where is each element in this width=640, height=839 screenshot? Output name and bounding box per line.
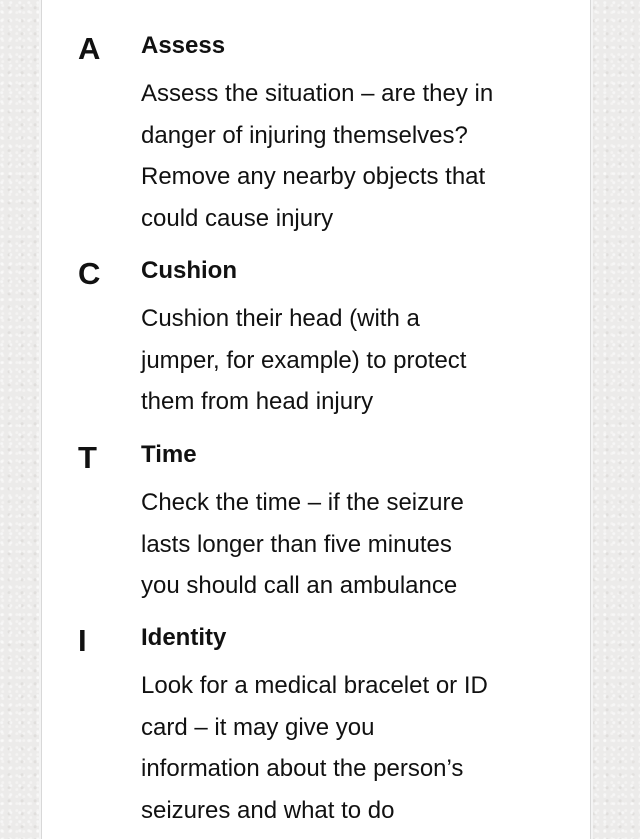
entry-description [141, 73, 571, 239]
entry-letter: C [78, 256, 101, 291]
entry-letter: T [78, 440, 97, 475]
entry-title: Assess [141, 32, 226, 59]
description-line: jumper, for example) to protect [141, 346, 467, 374]
description-line: Cushion their head (with a [141, 305, 420, 332]
description-line: Look for a medical bracelet or ID [141, 672, 488, 699]
description-line: Assess the situation – are they in [141, 80, 494, 107]
entry-title: Cushion [141, 257, 237, 284]
description-line: danger of injuring themselves? [141, 121, 468, 149]
description-line: you should call an ambulance [141, 572, 458, 599]
entry-description [141, 482, 571, 607]
description-line: seizures and what to do [141, 796, 395, 824]
entry-description [141, 298, 571, 423]
entry-title: Time [141, 441, 197, 468]
description-line: lasts longer than five minutes [141, 530, 452, 558]
description-line: information about the person’s [141, 755, 464, 782]
description-line: card – it may give you [141, 713, 375, 741]
content-card [41, 0, 591, 839]
description-line: Remove any nearby objects that [141, 163, 486, 190]
entry-description [141, 665, 571, 831]
entry-letter: A [78, 31, 101, 66]
description-line: them from head injury [141, 388, 374, 415]
entry-letter: I [78, 623, 87, 658]
description-line: Check the time – if the seizure [141, 489, 464, 516]
description-line: could cause injury [141, 204, 334, 232]
entry-title: Identity [141, 624, 227, 651]
